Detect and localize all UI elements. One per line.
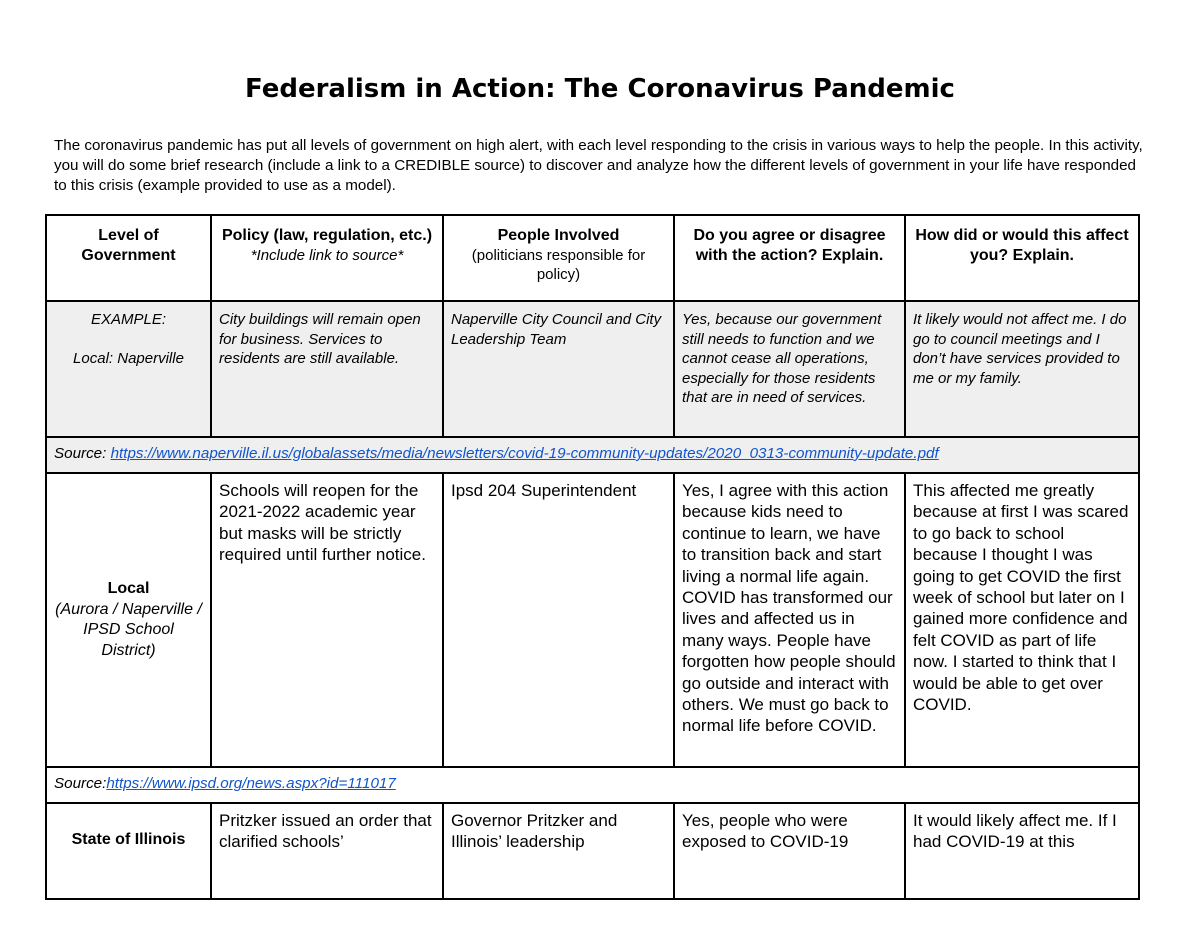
example-row <box>46 301 1139 437</box>
local-level-detail: (Aurora / Naperville / IPSD School District) <box>55 600 202 659</box>
local-affect: This affected me greatly because at first I was scared to go back to school because I thought I was going to get COVID the first week of school but later on I gained more confidence and felt COVID as part of life now. I started to think that I would be able to get over COVID. <box>905 473 1139 767</box>
source-label: Source: <box>54 445 111 462</box>
header-people-note: (politicians responsible for policy) <box>471 247 646 283</box>
state-row <box>46 803 1139 899</box>
local-people: Ipsd 204 Superintendent <box>443 473 674 767</box>
example-label: EXAMPLE: <box>90 311 167 328</box>
local-row <box>46 473 1139 767</box>
local-source-link[interactable]: https://www.ipsd.org/news.aspx?id=111017 <box>106 775 396 792</box>
header-people: People Involved (politicians responsible for policy) <box>443 215 674 301</box>
state-affect: It would likely affect me. If I had COVID-19 at this <box>905 803 1139 899</box>
page-title: Federalism in Action: The Coronavirus Pandemic <box>245 74 955 104</box>
state-level: State of Illinois <box>46 803 211 899</box>
local-level-cell <box>46 473 211 767</box>
intro-paragraph: The coronavirus pandemic has put all levels of government on high alert, with each level responding to the crisis in various ways to help the people. In this activity, you will do some brief research (include a link to a CREDIBLE source) to discover and analyze how the different levels of government in your life have responded to this crisis (example provided to use as a model). <box>54 137 1143 194</box>
source-label: Source: <box>54 775 107 792</box>
header-affect: How did or would this affect you? Explain. <box>905 215 1139 301</box>
local-policy: Schools will reopen for the 2021-2022 academic year but masks will be strictly required until further notice. <box>211 473 443 767</box>
header-policy: Policy (law, regulation, etc.) *Include link to source* <box>211 215 443 301</box>
local-source-cell <box>46 767 1139 803</box>
state-people: Governor Pritzker and Illinois’ leadership <box>443 803 674 899</box>
example-policy: City buildings will remain open for business. Services to residents are still available. <box>211 301 443 437</box>
example-affect: It likely would not affect me. I do go to council meetings and I don’t have services provided to me or my family. <box>905 301 1139 437</box>
example-source-link[interactable]: https://www.naperville.il.us/globalassets/media/newsletters/covid-19-community-updates/2020_0313-community-update.pdf <box>110 445 939 462</box>
header-policy-note: *Include link to source* <box>250 247 404 264</box>
example-people: Naperville City Council and City Leadership Team <box>443 301 674 437</box>
example-source-row <box>46 437 1139 473</box>
state-agree: Yes, people who were exposed to COVID-19 <box>674 803 905 899</box>
local-source-row <box>46 767 1139 803</box>
example-level-cell <box>46 301 211 437</box>
federalism-table <box>45 214 1140 900</box>
local-level: Local <box>107 580 150 597</box>
example-agree: Yes, because our government still needs to function and we cannot cease all operations, especially for those residents that are in need of services. <box>674 301 905 437</box>
example-level: Local: Naperville <box>73 350 184 367</box>
table-header-row <box>46 215 1139 301</box>
state-policy: Pritzker issued an order that clarified schools’ <box>211 803 443 899</box>
example-source-cell <box>46 437 1139 473</box>
header-agree: Do you agree or disagree with the action? Explain. <box>674 215 905 301</box>
header-level: Level of Government <box>46 215 211 301</box>
local-agree: Yes, I agree with this action because kids need to continue to learn, we have to transition back and start living a normal life again. COVID has transformed our lives and affected us in many ways. People have forgotten how people should go outside and interact with others. We must go back to normal life before COVID. <box>674 473 905 767</box>
